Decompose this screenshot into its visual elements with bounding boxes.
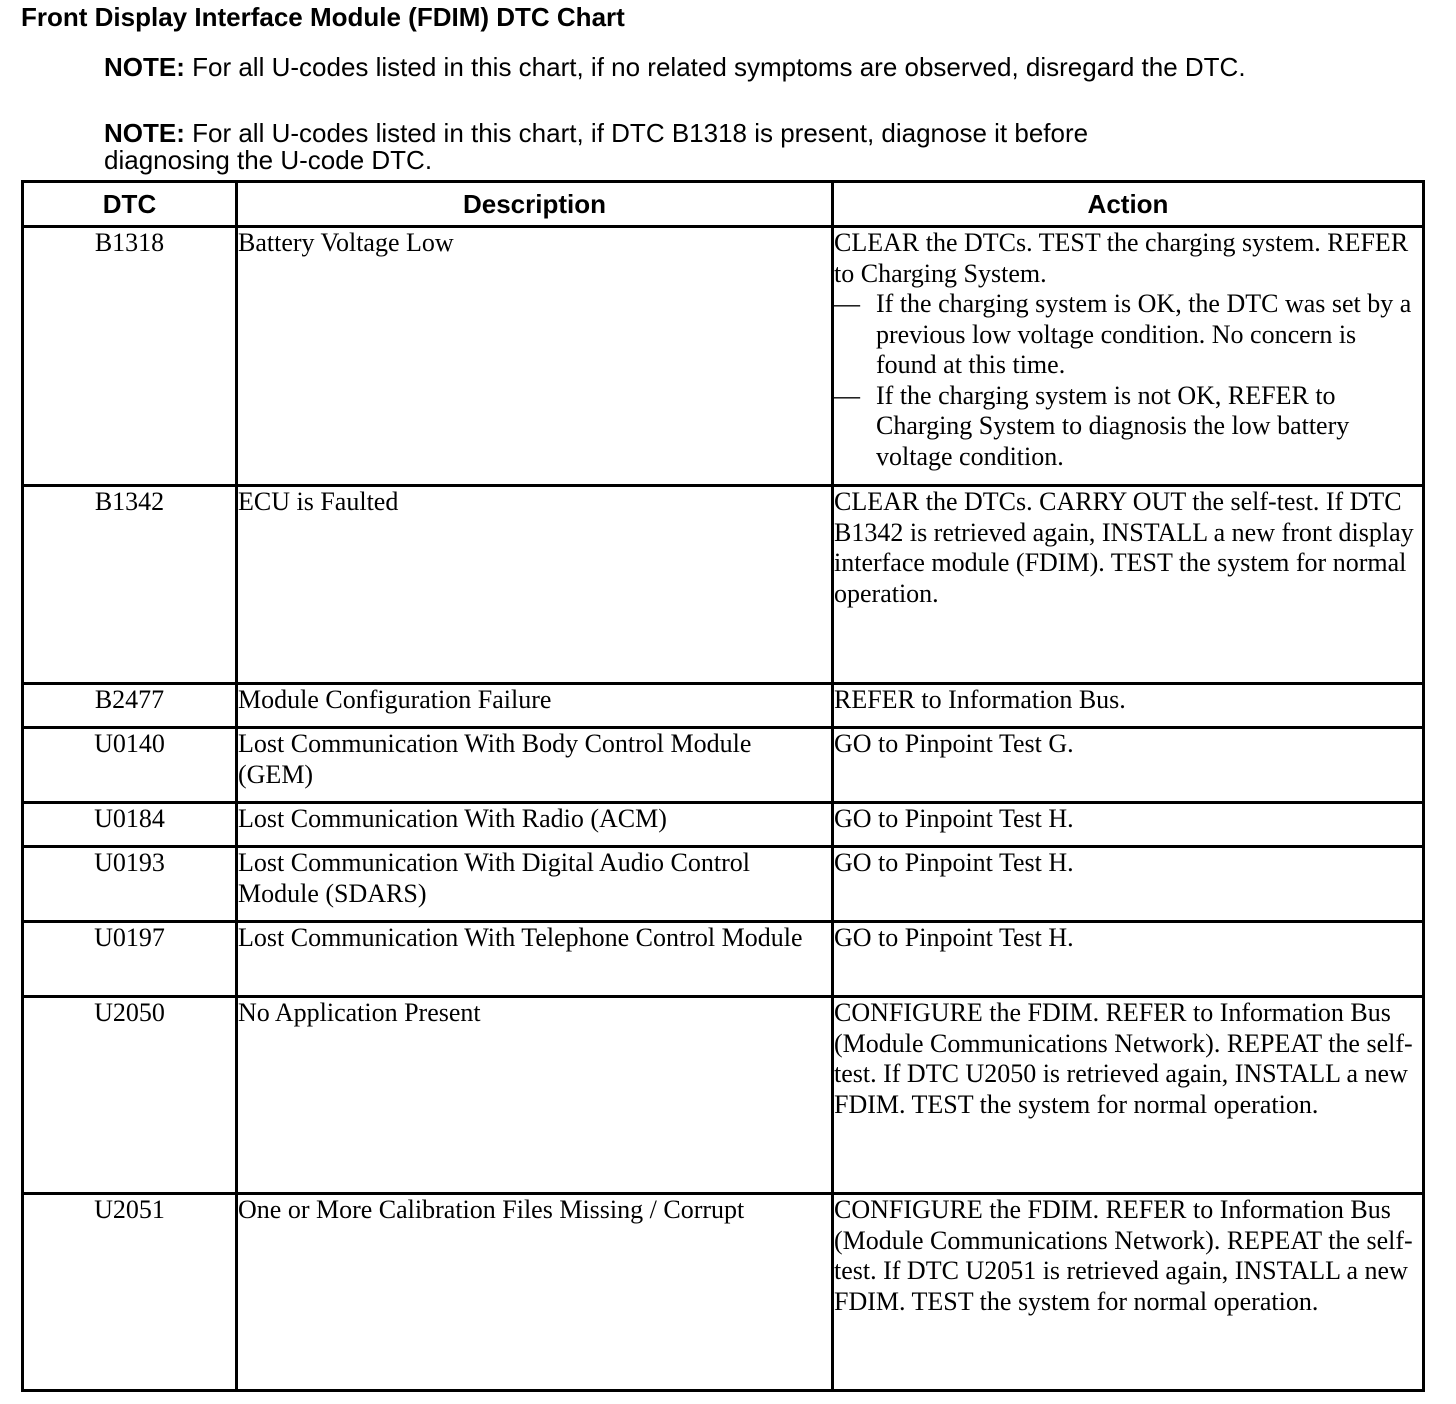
table-row [23,684,1424,728]
note [104,54,1304,81]
dtc-description: No Application Present [237,997,833,1194]
dtc-action: GO to Pinpoint Test H. [833,922,1424,997]
dash-bullet: — [834,380,860,410]
table-row [23,1194,1424,1391]
page-title: Front Display Interface Module (FDIM) DTC Chart [21,2,625,32]
note-text: For all U-codes listed in this chart, if no related symptoms are observed, disregard the DTC. [192,52,1246,82]
dtc-description: ECU is Faulted [237,486,833,684]
table-header-row [23,182,1424,227]
note-text: For all U-codes listed in this chart, if DTC B1318 is present, diagnose it before diagnosing the U-code DTC. [104,118,1089,175]
dtc-table [21,180,1425,1392]
dtc-code: U2051 [23,1194,237,1391]
note-label: NOTE: [104,118,185,148]
dtc-code: U0197 [23,922,237,997]
table-row [23,997,1424,1194]
action-text: CLEAR the DTCs. TEST the charging system. REFER to Charging System. [834,228,1409,288]
dtc-action: GO to Pinpoint Test H. [833,803,1424,847]
column-header-action: Action [833,182,1424,227]
dtc-code: B1342 [23,486,237,684]
bullet-text: If the charging system is OK, the DTC was set by a previous low voltage condition. No concern is found at this time. [876,289,1412,379]
dtc-code: U0140 [23,728,237,803]
action-bullet [834,289,1422,381]
dtc-action: GO to Pinpoint Test H. [833,847,1424,922]
dtc-description: Lost Communication With Body Control Module (GEM) [237,728,833,803]
bullet-text: If the charging system is not OK, REFER to Charging System to diagnosis the low battery voltage condition. [876,380,1350,471]
table-row [23,922,1424,997]
dtc-code: U0193 [23,847,237,922]
table-row [23,803,1424,847]
dtc-code: B2477 [23,684,237,728]
dtc-description: Battery Voltage Low [237,227,833,486]
dash-bullet: — [834,289,860,318]
dtc-action: REFER to Information Bus. [833,684,1424,728]
column-header-dtc: DTC [23,182,237,227]
dtc-code: B1318 [23,227,237,486]
dtc-description: Lost Communication With Radio (ACM) [237,803,833,847]
action-bullet [834,381,1422,473]
dtc-action: CONFIGURE the FDIM. REFER to Information Bus (Module Communications Network). REPEAT the self-test. If DTC U2050 is retrieved again, INSTALL a new FDIM. TEST the system for normal operation. [833,997,1424,1194]
dtc-description: One or More Calibration Files Missing / Corrupt [237,1194,833,1391]
column-header-description: Description [237,182,833,227]
dtc-description: Lost Communication With Digital Audio Control Module (SDARS) [237,847,833,922]
action-bullet-list [834,289,1422,472]
dtc-code: U2050 [23,997,237,1194]
dtc-action: CLEAR the DTCs. CARRY OUT the self-test. If DTC B1342 is retrieved again, INSTALL a new front display interface module (FDIM). TEST the system for normal operation. [833,486,1424,684]
note-label: NOTE: [104,52,185,82]
table-row [23,227,1424,486]
dtc-action [833,227,1424,486]
dtc-description: Lost Communication With Telephone Control Module [237,922,833,997]
dtc-code: U0184 [23,803,237,847]
table-row [23,847,1424,922]
dtc-description: Module Configuration Failure [237,684,833,728]
dtc-action: CONFIGURE the FDIM. REFER to Information Bus (Module Communications Network). REPEAT the self-test. If DTC U2051 is retrieved again, INSTALL a new FDIM. TEST the system for normal operation. [833,1194,1424,1391]
table-row [23,728,1424,803]
dtc-action: GO to Pinpoint Test G. [833,728,1424,803]
note [104,120,1204,174]
table-row [23,486,1424,684]
